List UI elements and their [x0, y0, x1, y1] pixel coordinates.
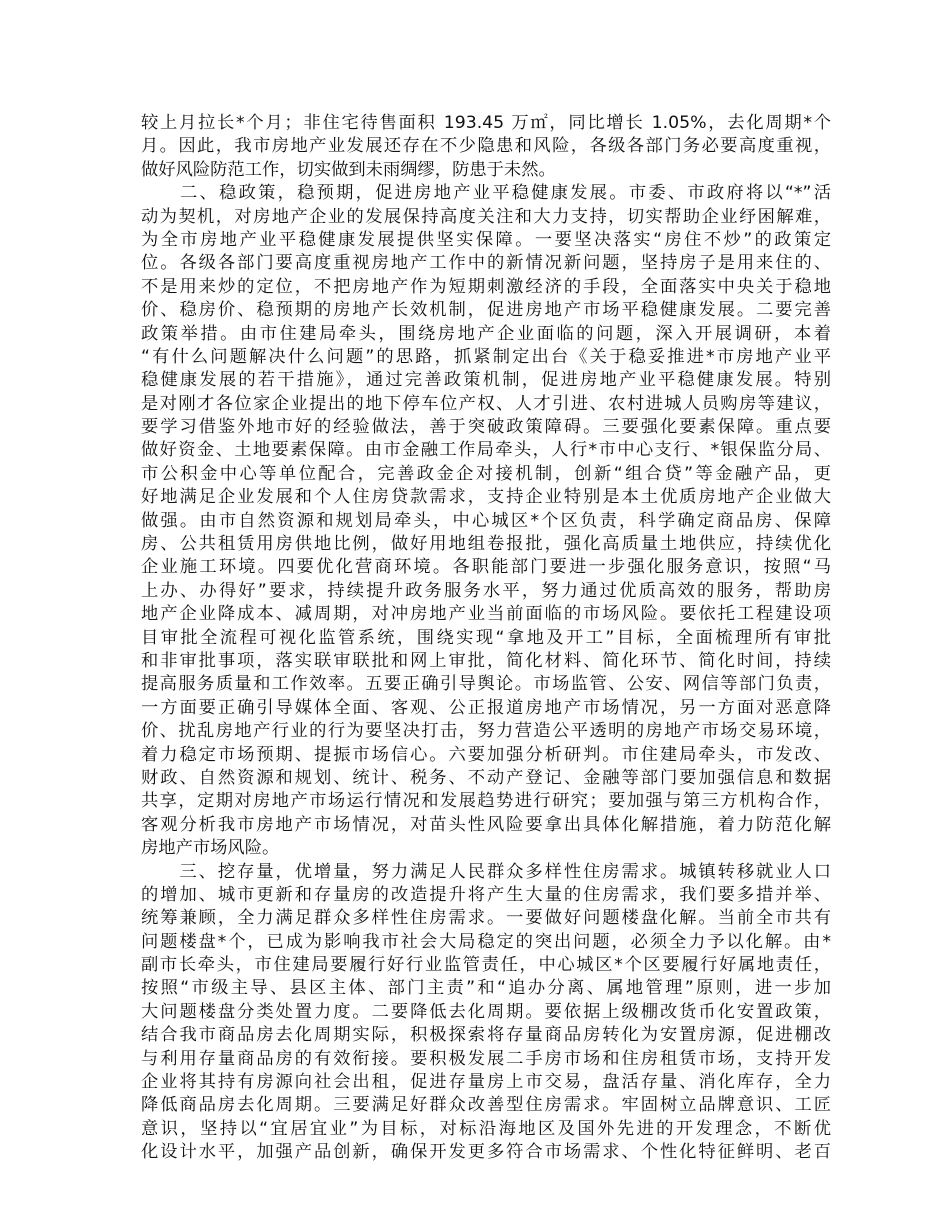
- section-heading-line: 二、稳政策，稳预期，促进房地产业平稳健康发展。市委、市政府将以“*”活: [141, 183, 831, 204]
- text-line: 企业将其持有房源向社会出租，促进存量房上市交易，盘活存量、消化库存，全力: [141, 1072, 831, 1093]
- text-line: 客观分析我市房地产市场情况，对苗头性风险要拿出具体化解措施，着力防范化解: [141, 814, 831, 835]
- text-line: 结合我市商品房去化周期实际，积极探索将存量商品房转化为安置房源，促进棚改: [141, 1025, 831, 1046]
- text-line: 着力稳定市场预期、提振市场信心。六要加强分析研判。市住建局牵头，市发改、: [141, 744, 831, 765]
- text-line: 按照“市级主导、县区主体、部门主责”和“追办分离、属地管理”原则，进一步加: [141, 978, 831, 999]
- text-line: 为全市房地产业平稳健康发展提供坚实保障。一要坚决落实“房住不炒”的政策定: [141, 229, 831, 250]
- text-line: 房地产市场风险。: [141, 838, 280, 859]
- text-line: 地产企业降成本、减周期，对冲房地产业当前面临的市场风险。要依托工程建设项: [141, 604, 831, 625]
- text-line: 意识，坚持以“宜居宜业”为目标，对标沿海地区及国外先进的开发理念，不断优: [141, 1118, 831, 1139]
- text-line: 问题楼盘*个，已成为影响我市社会大局稳定的突出问题，必须全力予以化解。由*: [141, 931, 831, 952]
- text-line: 位。各级各部门要高度重视房地产工作中的新情况新问题，坚持房子是用来住的、: [141, 253, 831, 274]
- text-line: 统筹兼顾，全力满足群众多样性住房需求。一要做好问题楼盘化解。当前全市共有: [141, 908, 831, 929]
- text-line: 稳健康发展的若干措施》，通过完善政策机制，促进房地产业平稳健康发展。特别: [141, 370, 831, 391]
- text-line: 好地满足企业发展和个人住房贷款需求，支持企业特别是本土优质房地产企业做大: [141, 487, 831, 508]
- text-line: 要学习借鉴外地市好的经验做法，善于突破政策障碍。三要强化要素保障。重点要: [141, 417, 831, 438]
- text-line: 不是用来炒的定位，不把房地产作为短期刺激经济的手段，全面落实中央关于稳地: [141, 276, 831, 297]
- text-line: 做好风险防范工作，切实做到未雨绸缪，防患于未然。: [141, 159, 556, 180]
- section-heading-line: 三、挖存量，优增量，努力满足人民群众多样性住房需求。城镇转移就业人口: [141, 861, 831, 882]
- text-line: 企业施工环境。四要优化营商环境。各职能部门要进一步强化服务意识，按照“马: [141, 557, 831, 578]
- text-line: 上办、办得好”要求，持续提升政务服务水平，努力通过优质高效的服务，帮助房: [141, 580, 831, 601]
- text-line: 与利用存量商品房的有效衔接。要积极发展二手房市场和住房租赁市场，支持开发: [141, 1048, 831, 1069]
- text-line: 副市长牵头，市住建局要履行好行业监管责任，中心城区*个区要履行好属地责任，: [141, 955, 831, 976]
- text-line: 房、公共租赁用房供地比例，做好用地组卷报批，强化高质量土地供应，持续优化: [141, 534, 831, 555]
- body-text: [141, 112, 831, 1165]
- text-line: 市公积金中心等单位配合，完善政金企对接机制，创新“组合贷”等金融产品，更: [141, 463, 831, 484]
- text-line: “有什么问题解决什么问题”的思路，抓紧制定出台《关于稳妥推进*市房地产业平: [141, 346, 831, 367]
- text-line: 一方面要正确引导媒体全面、客观、公正报道房地产市场情况，另一方面对恶意降: [141, 697, 831, 718]
- text-line: 动为契机，对房地产企业的发展保持高度关注和大力支持，切实帮助企业纾困解难，: [141, 206, 831, 227]
- text-line: 较上月拉长*个月；非住宅待售面积 193.45 万㎡，同比增长 1.05%，去化周期*个: [141, 113, 831, 133]
- text-line: 做强。由市自然资源和规划局牵头，中心城区*个区负责，科学确定商品房、保障: [141, 510, 831, 531]
- text-line: 是对刚才各位家企业提出的地下停车位产权、人才引进、农村进城人员购房等建议，: [141, 393, 831, 414]
- text-line: 政策举措。由市住建局牵头，围绕房地产企业面临的问题，深入开展调研，本着: [141, 323, 831, 344]
- text-line: 价、稳房价、稳预期的房地产长效机制，促进房地产市场平稳健康发展。二要完善: [141, 300, 831, 321]
- text-line: 共享，定期对房地产市场运行情况和发展趋势进行研究；要加强与第三方机构合作，: [141, 791, 831, 812]
- text-line: 目审批全流程可视化监管系统，围绕实现“拿地及开工”目标，全面梳理所有审批: [141, 627, 831, 648]
- text-line: 财政、自然资源和规划、统计、税务、不动产登记、金融等部门要加强信息和数据: [141, 767, 831, 788]
- text-line: 大问题楼盘分类处置力度。二要降低去化周期。要依据上级棚改货币化安置政策，: [141, 1001, 831, 1022]
- text-line: 做好资金、土地要素保障。由市金融工作局牵头，人行*市中心支行、*银保监分局、: [141, 440, 831, 461]
- text-line: 和非审批事项，落实联审联批和网上审批，简化材料、简化环节、简化时间，持续: [141, 650, 831, 671]
- text-line: 提高服务质量和工作效率。五要正确引导舆论。市场监管、公安、网信等部门负责，: [141, 674, 831, 695]
- text-line: 价、扰乱房地产行业的行为要坚决打击，努力营造公平透明的房地产市场交易环境，: [141, 721, 831, 742]
- text-line: 的增加、城市更新和存量房的改造提升将产生大量的住房需求，我们要多措并举、: [141, 884, 831, 905]
- text-line: 月。因此，我市房地产业发展还存在不少隐患和风险，各级各部门务必要高度重视，: [141, 136, 831, 157]
- text-line: 化设计水平，加强产品创新，确保开发更多符合市场需求、个性化特征鲜明、老百: [141, 1142, 831, 1163]
- text-line: 降低商品房去化周期。三要满足好群众改善型住房需求。牢固树立品牌意识、工匠: [141, 1095, 831, 1116]
